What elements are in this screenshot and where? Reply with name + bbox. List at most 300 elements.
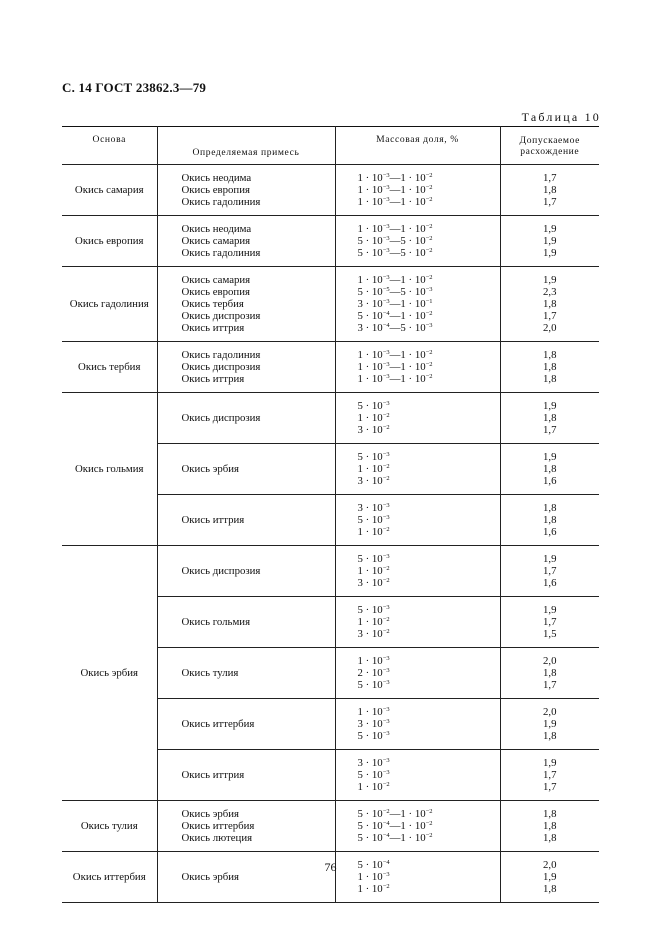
impurity-name: Окись диспрозия <box>181 412 261 424</box>
cell-spacer <box>501 546 600 553</box>
mass-fraction-value <box>358 526 500 538</box>
exponent: −2 <box>425 196 433 203</box>
cell-mass-fraction <box>335 444 500 495</box>
mantissa: 5 · 10 <box>357 859 383 871</box>
cell-spacer <box>501 436 600 443</box>
mass-fraction-value <box>358 628 500 640</box>
data-table <box>62 126 599 903</box>
table-body <box>62 165 599 903</box>
tolerance-value: 1,8 <box>543 730 557 742</box>
exponent: −2 <box>382 808 390 815</box>
cell-spacer <box>182 628 335 635</box>
exponent: −3 <box>382 235 390 242</box>
mass-fraction-value <box>358 667 500 679</box>
cell-impurity <box>157 393 335 444</box>
exponent: −3 <box>382 655 390 662</box>
exponent: −3 <box>382 196 390 203</box>
mantissa: 3 · 10 <box>357 577 383 589</box>
tolerance-value: 1,7 <box>543 172 557 184</box>
cell-spacer <box>182 259 335 266</box>
mantissa: 1 · 10 <box>357 172 383 184</box>
impurity-name: Окись гадолиния <box>181 349 261 361</box>
tolerance-value: 1,8 <box>543 373 557 385</box>
cell-tolerance <box>500 165 599 216</box>
exponent: −2 <box>425 184 433 191</box>
mantissa: 5 · 10 <box>357 832 383 844</box>
cell-spacer <box>501 495 600 502</box>
tolerance-value: 1,7 <box>543 781 557 793</box>
exponent: −3 <box>382 223 390 230</box>
cell-spacer <box>358 216 500 223</box>
mass-fraction-value <box>358 412 500 424</box>
exponent: −2 <box>382 475 390 482</box>
tolerance-value: 2,0 <box>543 859 557 871</box>
impurity-name: Окись гадолиния <box>181 196 261 208</box>
table-row <box>62 801 599 852</box>
tolerance-value: 1,9 <box>543 274 557 286</box>
cell-spacer <box>501 393 600 400</box>
tolerance-value: 1,7 <box>543 424 557 436</box>
exponent: −2 <box>382 565 390 572</box>
impurity-name: Окись иттрия <box>181 373 245 385</box>
exponent: −2 <box>425 832 433 839</box>
mantissa: —1 · 10 <box>389 274 426 286</box>
mantissa: 1 · 10 <box>357 412 383 424</box>
cell-spacer <box>501 259 600 266</box>
base-label: Окись самария <box>74 184 144 196</box>
exponent: −4 <box>382 859 390 866</box>
mantissa: 1 · 10 <box>357 781 383 793</box>
mantissa: 3 · 10 <box>357 628 383 640</box>
cell-spacer <box>358 342 500 349</box>
cell-spacer <box>358 750 500 757</box>
mantissa: —1 · 10 <box>389 373 426 385</box>
cell-spacer <box>358 648 500 655</box>
column-header-base: Основа <box>92 134 126 145</box>
mass-fraction-value <box>358 706 500 718</box>
mantissa: 3 · 10 <box>357 424 383 436</box>
cell-spacer <box>358 852 500 859</box>
exponent: −3 <box>382 400 390 407</box>
exponent: −2 <box>425 274 433 281</box>
cell-tolerance <box>500 216 599 267</box>
cell-spacer <box>501 216 600 223</box>
table-row <box>62 267 599 342</box>
mantissa: 5 · 10 <box>357 286 383 298</box>
mantissa: 1 · 10 <box>357 565 383 577</box>
mantissa: 5 · 10 <box>357 451 383 463</box>
column-header-tolerance <box>500 127 599 165</box>
tolerance-value: 2,0 <box>543 655 557 667</box>
cell-spacer <box>358 259 500 266</box>
tolerance-value: 1,9 <box>543 400 557 412</box>
tolerance-value: 1,8 <box>543 349 557 361</box>
exponent: −2 <box>382 424 390 431</box>
exponent: −3 <box>382 514 390 521</box>
mantissa: 1 · 10 <box>357 361 383 373</box>
mass-fraction-value <box>358 616 500 628</box>
exponent: −3 <box>382 553 390 560</box>
mantissa: 5 · 10 <box>357 553 383 565</box>
cell-spacer <box>501 750 600 757</box>
mantissa: 1 · 10 <box>357 223 383 235</box>
cell-tolerance <box>500 342 599 393</box>
cell-impurity <box>157 801 335 852</box>
cell-base <box>62 393 157 546</box>
cell-impurity <box>157 267 335 342</box>
mantissa: —1 · 10 <box>389 349 426 361</box>
mantissa: 3 · 10 <box>357 298 383 310</box>
tolerance-value: 1,9 <box>543 451 557 463</box>
cell-spacer <box>501 267 600 274</box>
tolerance-value: 1,9 <box>543 604 557 616</box>
impurity-name: Окись европия <box>181 184 250 196</box>
mantissa: 5 · 10 <box>357 604 383 616</box>
mass-fraction-value <box>358 400 500 412</box>
exponent: −3 <box>382 706 390 713</box>
running-title: С. 14 ГОСТ 23862.3—79 <box>62 80 207 95</box>
mass-fraction-value <box>358 553 500 565</box>
exponent: −3 <box>382 361 390 368</box>
mass-fraction-value <box>358 184 500 196</box>
impurity-name: Окись иттербия <box>181 820 255 832</box>
mantissa: —1 · 10 <box>389 184 426 196</box>
impurity-name: Окись лютеция <box>181 832 253 844</box>
cell-spacer <box>501 208 600 215</box>
cell-tolerance <box>500 546 599 597</box>
exponent: −2 <box>425 820 433 827</box>
impurity-name: Окись иттрия <box>181 769 245 781</box>
exponent: −2 <box>382 628 390 635</box>
cell-spacer <box>182 609 335 616</box>
mass-fraction-value <box>358 808 500 820</box>
impurity-name: Окись европия <box>181 286 250 298</box>
cell-impurity <box>157 699 335 750</box>
tolerance-value: 1,8 <box>543 361 557 373</box>
tolerance-value: 1,9 <box>543 553 557 565</box>
exponent: −2 <box>382 463 390 470</box>
base-label: Окись гадолиния <box>69 298 149 310</box>
cell-base <box>62 801 157 852</box>
mantissa: —5 · 10 <box>389 322 426 334</box>
cell-tolerance <box>500 495 599 546</box>
cell-spacer <box>182 679 335 686</box>
tolerance-value: 1,7 <box>543 679 557 691</box>
cell-spacer <box>182 801 335 808</box>
tolerance-value: 1,6 <box>543 577 557 589</box>
cell-mass-fraction <box>335 699 500 750</box>
mass-fraction-value <box>358 247 500 259</box>
cell-spacer <box>501 801 600 808</box>
exponent: −3 <box>382 373 390 380</box>
cell-spacer <box>182 526 335 533</box>
cell-tolerance <box>500 267 599 342</box>
cell-impurity <box>157 648 335 699</box>
mantissa: —1 · 10 <box>389 832 426 844</box>
exponent: −2 <box>425 223 433 230</box>
cell-spacer <box>501 640 600 647</box>
mantissa: 1 · 10 <box>357 349 383 361</box>
exponent: −2 <box>425 808 433 815</box>
cell-spacer <box>501 844 600 851</box>
cell-tolerance <box>500 393 599 444</box>
exponent: −4 <box>382 820 390 827</box>
mass-fraction-value <box>358 310 500 322</box>
cell-spacer <box>501 165 600 172</box>
cell-spacer <box>358 208 500 215</box>
cell-spacer <box>358 895 500 902</box>
exponent: −3 <box>382 502 390 509</box>
mass-fraction-value <box>358 577 500 589</box>
cell-mass-fraction <box>335 648 500 699</box>
table-row <box>62 342 599 393</box>
impurity-name: Окись самария <box>181 274 251 286</box>
cell-spacer <box>501 385 600 392</box>
exponent: −3 <box>382 604 390 611</box>
tolerance-value: 1,8 <box>543 502 557 514</box>
page-number: 76 <box>324 860 337 874</box>
cell-spacer <box>501 538 600 545</box>
exponent: −2 <box>382 577 390 584</box>
mantissa: 3 · 10 <box>357 502 383 514</box>
cell-spacer <box>358 597 500 604</box>
mass-fraction-value <box>358 235 500 247</box>
cell-spacer <box>501 589 600 596</box>
cell-spacer <box>182 507 335 514</box>
cell-spacer <box>182 405 335 412</box>
mantissa: 5 · 10 <box>357 679 383 691</box>
tolerance-value: 1,8 <box>543 463 557 475</box>
impurity-name: Окись диспрозия <box>181 310 261 322</box>
mantissa: —1 · 10 <box>389 172 426 184</box>
cell-mass-fraction <box>335 495 500 546</box>
mass-fraction-value <box>358 475 500 487</box>
cell-impurity <box>157 216 335 267</box>
cell-spacer <box>358 165 500 172</box>
cell-spacer <box>182 208 335 215</box>
exponent: −3 <box>382 871 390 878</box>
mass-fraction-value <box>358 718 500 730</box>
exponent: −2 <box>425 247 433 254</box>
mantissa: 1 · 10 <box>357 184 383 196</box>
mass-fraction-value <box>358 322 500 334</box>
cell-impurity <box>157 165 335 216</box>
impurity-name: Окись неодима <box>181 223 252 235</box>
tolerance-value: 1,9 <box>543 223 557 235</box>
exponent: −2 <box>425 373 433 380</box>
cell-spacer <box>358 699 500 706</box>
exponent: −4 <box>382 322 390 329</box>
base-label: Окись европия <box>75 235 144 247</box>
impurity-name: Окись тербия <box>181 298 244 310</box>
cell-spacer <box>182 781 335 788</box>
tolerance-value: 1,8 <box>543 832 557 844</box>
exponent: −2 <box>382 412 390 419</box>
mantissa: —5 · 10 <box>389 286 426 298</box>
table-row <box>62 393 599 444</box>
mantissa: 5 · 10 <box>357 310 383 322</box>
cell-mass-fraction <box>335 267 500 342</box>
mantissa: —5 · 10 <box>389 247 426 259</box>
cell-base <box>62 165 157 216</box>
tolerance-value: 1,7 <box>543 310 557 322</box>
impurity-name: Окись эрбия <box>181 808 240 820</box>
impurity-name: Окись самария <box>181 235 251 247</box>
exponent: −3 <box>382 667 390 674</box>
table-caption: Таблица 10 <box>521 110 601 124</box>
tolerance-value: 1,8 <box>543 298 557 310</box>
mantissa: —1 · 10 <box>389 298 426 310</box>
mass-fraction-value <box>358 769 500 781</box>
cell-tolerance <box>500 648 599 699</box>
cell-spacer <box>358 538 500 545</box>
exponent: −3 <box>382 247 390 254</box>
mass-fraction-value <box>358 196 500 208</box>
mass-fraction-value <box>358 223 500 235</box>
cell-spacer <box>501 334 600 341</box>
mantissa: 3 · 10 <box>357 757 383 769</box>
exponent: −5 <box>382 286 390 293</box>
tolerance-value: 1,8 <box>543 514 557 526</box>
mantissa: 1 · 10 <box>357 883 383 895</box>
exponent: −2 <box>425 235 433 242</box>
tolerance-value: 2,0 <box>543 706 557 718</box>
mantissa: 1 · 10 <box>357 373 383 385</box>
cell-spacer <box>501 342 600 349</box>
mass-fraction-value <box>358 349 500 361</box>
cell-spacer <box>182 334 335 341</box>
cell-spacer <box>182 711 335 718</box>
mantissa: —1 · 10 <box>389 196 426 208</box>
exponent: −3 <box>425 322 433 329</box>
cell-mass-fraction <box>335 216 500 267</box>
cell-spacer <box>182 762 335 769</box>
cell-spacer <box>358 546 500 553</box>
cell-spacer <box>358 691 500 698</box>
mantissa: 5 · 10 <box>357 808 383 820</box>
impurity-name: Окись диспрозия <box>181 361 261 373</box>
mantissa: 3 · 10 <box>357 475 383 487</box>
cell-spacer <box>182 844 335 851</box>
cell-base <box>62 267 157 342</box>
exponent: −3 <box>382 298 390 305</box>
base-label: Окись тербия <box>78 361 141 373</box>
cell-mass-fraction <box>335 165 500 216</box>
exponent: −2 <box>425 349 433 356</box>
tolerance-value: 1,9 <box>543 247 557 259</box>
exponent: −2 <box>382 781 390 788</box>
tolerance-value: 1,5 <box>543 628 557 640</box>
tolerance-value: 1,8 <box>543 808 557 820</box>
cell-spacer <box>501 852 600 859</box>
cell-spacer <box>358 334 500 341</box>
mass-fraction-value <box>358 781 500 793</box>
tolerance-value: 1,6 <box>543 475 557 487</box>
mantissa: 1 · 10 <box>357 655 383 667</box>
mantissa: 5 · 10 <box>357 400 383 412</box>
mantissa: —1 · 10 <box>389 808 426 820</box>
mass-fraction-value <box>358 565 500 577</box>
exponent: −2 <box>382 883 390 890</box>
mantissa: 1 · 10 <box>357 274 383 286</box>
exponent: −2 <box>425 310 433 317</box>
cell-spacer <box>358 495 500 502</box>
base-label: Окись тулия <box>80 820 138 832</box>
exponent: −2 <box>382 526 390 533</box>
mantissa: 5 · 10 <box>357 769 383 781</box>
exponent: −4 <box>382 832 390 839</box>
table-row <box>62 165 599 216</box>
mass-fraction-value <box>358 286 500 298</box>
cell-tolerance <box>500 801 599 852</box>
mass-fraction-value <box>358 463 500 475</box>
mass-fraction-value <box>358 361 500 373</box>
table-header-row <box>62 127 599 165</box>
mantissa: 1 · 10 <box>357 616 383 628</box>
mantissa: 1 · 10 <box>357 706 383 718</box>
mantissa: 1 · 10 <box>357 526 383 538</box>
mass-fraction-value <box>358 757 500 769</box>
cell-spacer <box>501 444 600 451</box>
tolerance-value: 1,6 <box>543 526 557 538</box>
cell-mass-fraction <box>335 393 500 444</box>
cell-impurity <box>157 546 335 597</box>
cell-spacer <box>182 730 335 737</box>
cell-spacer <box>358 640 500 647</box>
cell-tolerance <box>500 699 599 750</box>
exponent: −1 <box>425 298 433 305</box>
cell-mass-fraction <box>335 801 500 852</box>
impurity-name: Окись эрбия <box>181 871 240 883</box>
tolerance-value: 1,7 <box>543 196 557 208</box>
tolerance-value: 1,8 <box>543 184 557 196</box>
cell-spacer <box>182 267 335 274</box>
cell-spacer <box>182 577 335 584</box>
column-header-tolerance-line2: расхождение <box>520 145 580 157</box>
mantissa: —1 · 10 <box>389 310 426 322</box>
mantissa: 5 · 10 <box>357 730 383 742</box>
cell-spacer <box>358 793 500 800</box>
mantissa: 1 · 10 <box>357 196 383 208</box>
exponent: −2 <box>382 616 390 623</box>
cell-impurity <box>157 495 335 546</box>
impurity-name: Окись диспрозия <box>181 565 261 577</box>
exponent: −3 <box>382 274 390 281</box>
mantissa: 1 · 10 <box>357 463 383 475</box>
base-label: Окись эрбия <box>80 667 138 679</box>
cell-spacer <box>182 342 335 349</box>
mass-fraction-value <box>358 832 500 844</box>
mantissa: —1 · 10 <box>389 361 426 373</box>
cell-impurity <box>157 750 335 801</box>
cell-spacer <box>501 699 600 706</box>
exponent: −4 <box>382 310 390 317</box>
cell-spacer <box>501 742 600 749</box>
impurity-name: Окись иттрия <box>181 322 245 334</box>
cell-base <box>62 216 157 267</box>
mantissa: —1 · 10 <box>389 820 426 832</box>
cell-impurity <box>157 444 335 495</box>
mass-fraction-value <box>358 298 500 310</box>
cell-spacer <box>358 742 500 749</box>
cell-mass-fraction <box>335 342 500 393</box>
cell-spacer <box>182 883 335 890</box>
mantissa: —5 · 10 <box>389 235 426 247</box>
cell-spacer <box>182 216 335 223</box>
impurity-name: Окись иттрия <box>181 514 245 526</box>
cell-impurity <box>157 342 335 393</box>
exponent: −3 <box>382 757 390 764</box>
